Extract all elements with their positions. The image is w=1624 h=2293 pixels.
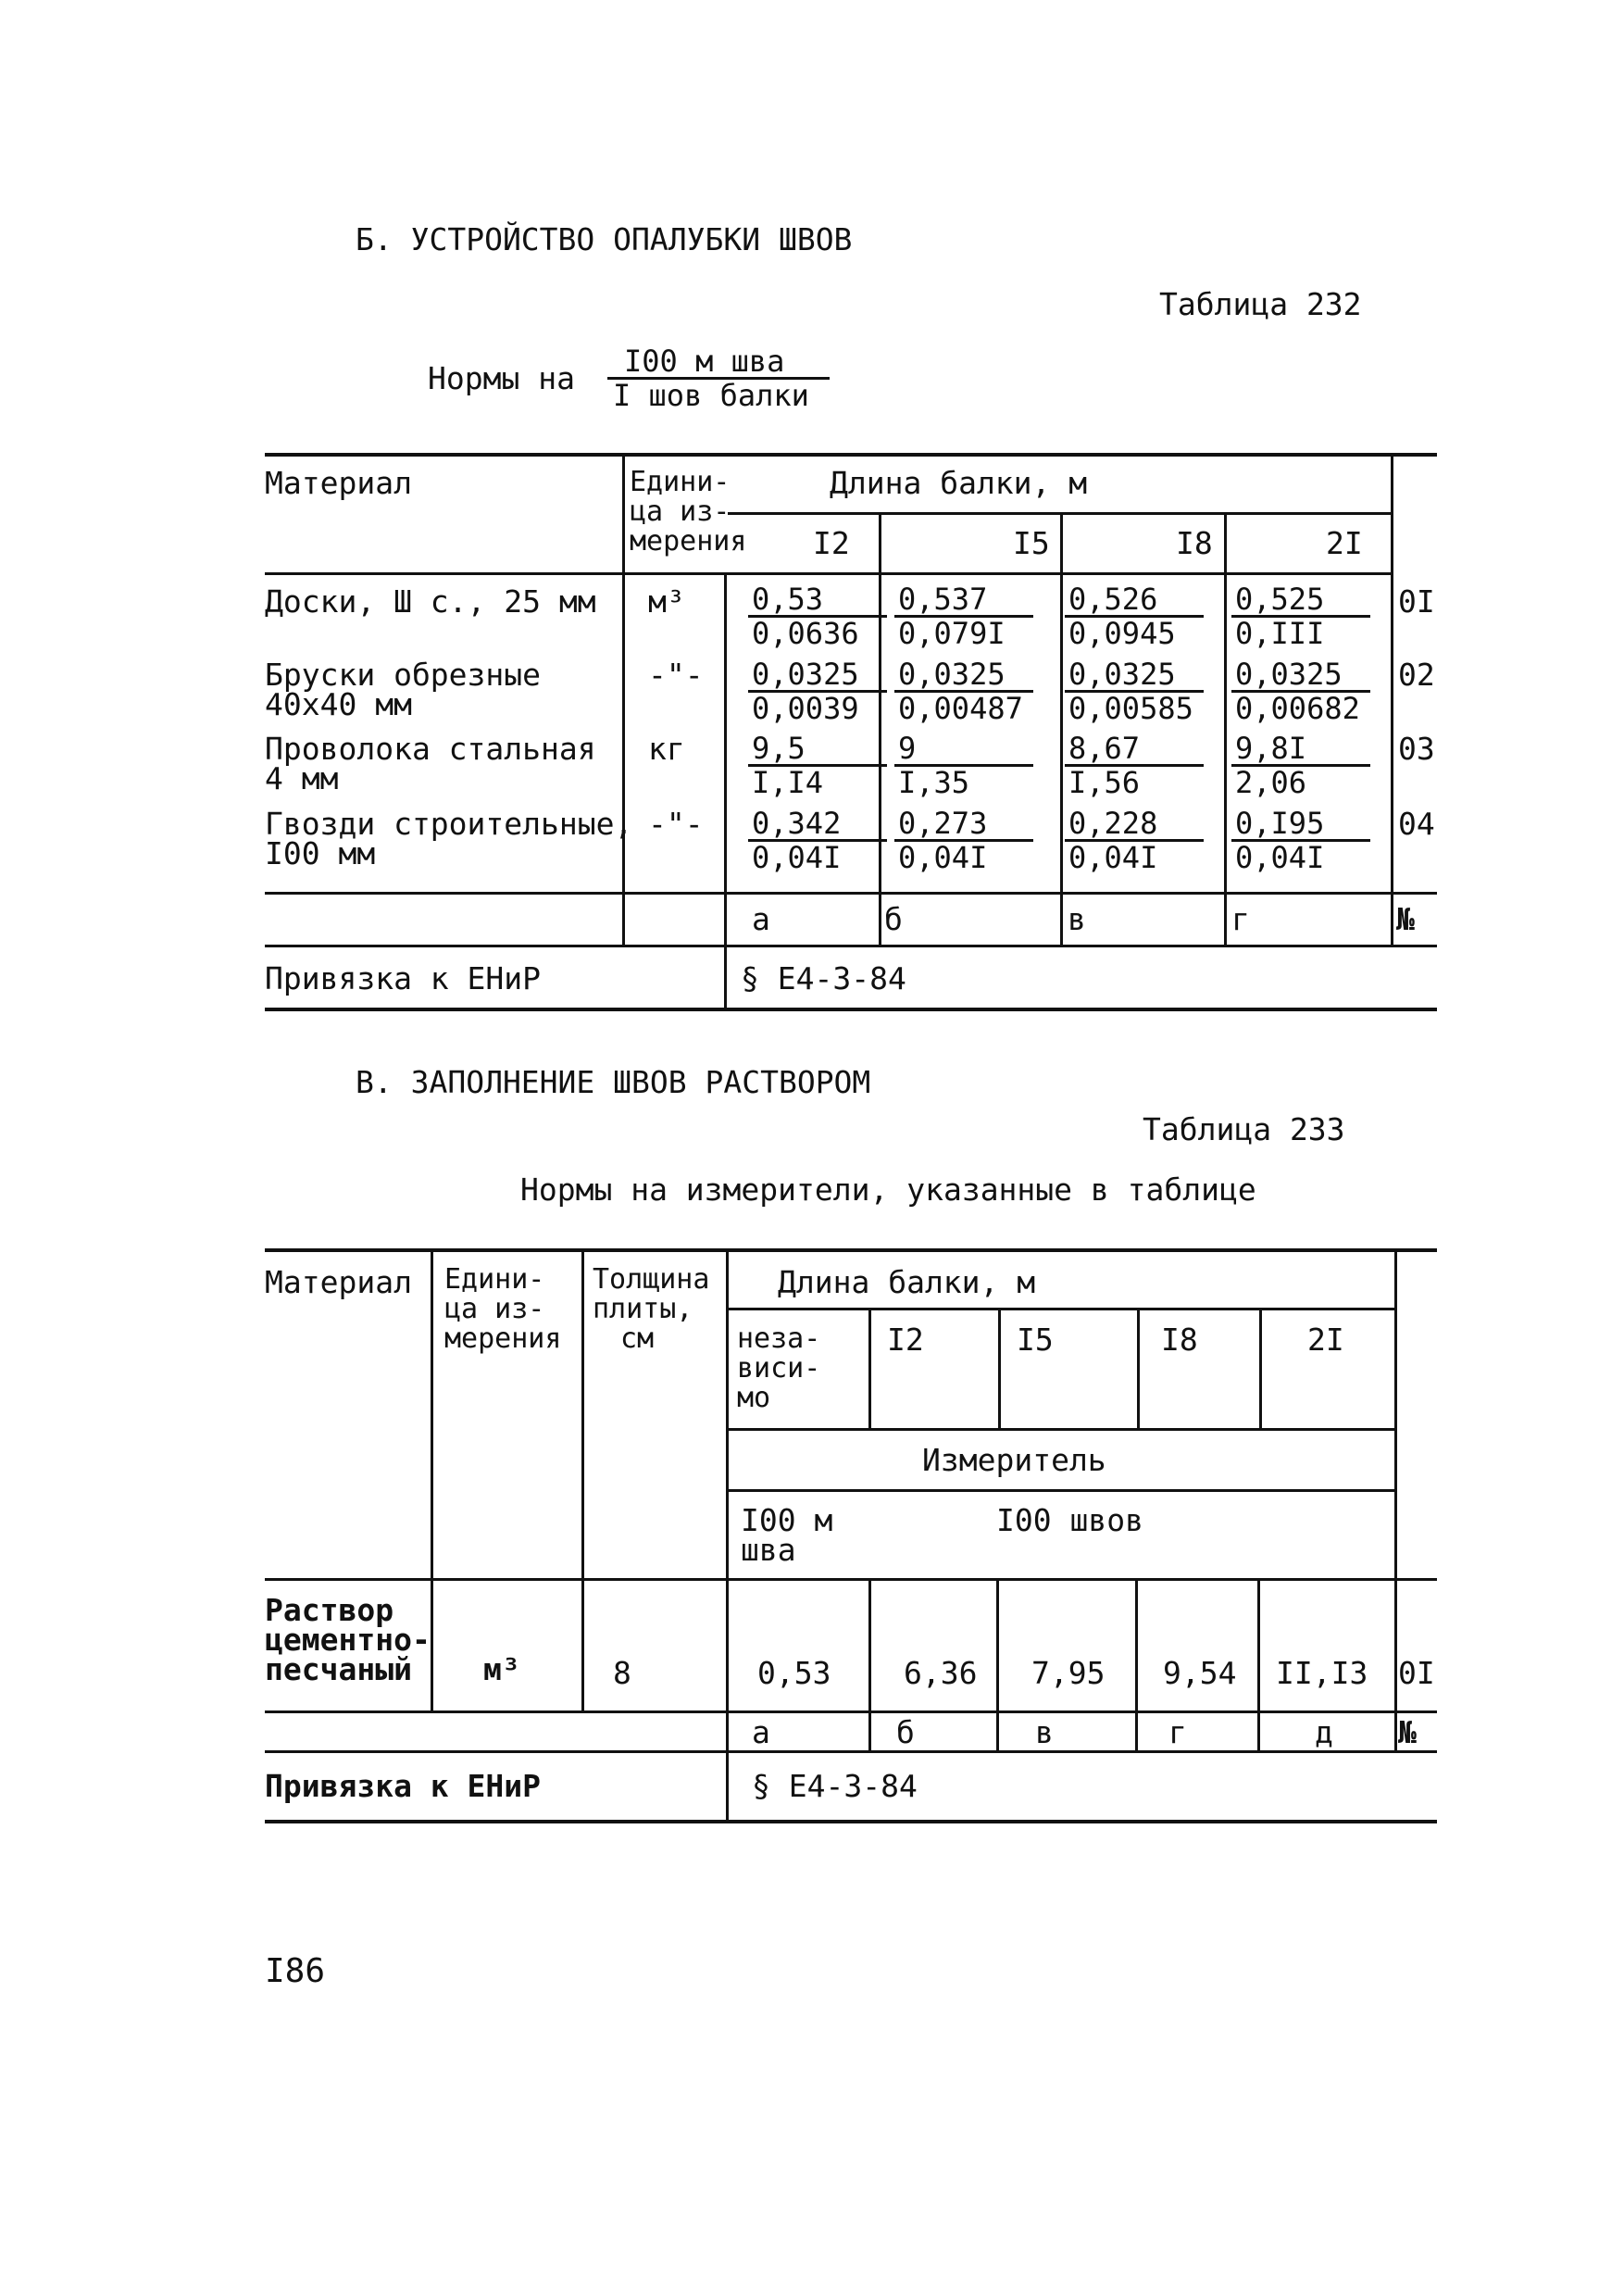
t232-row2-cell-a: $\frac{0,0325}{0,0039}$ (748, 658, 887, 724)
table-232-label: Таблица 232 (1159, 286, 1362, 322)
t232-row3-unit: кг (648, 731, 685, 767)
t232-row4-unit: -"- (648, 806, 704, 842)
t232-row3-cell-b: $\frac{9}{I,35}$ (894, 733, 1033, 798)
t232-letter-a: а (752, 901, 770, 937)
t232-row1-unit: м³ (648, 583, 685, 620)
t232-binding-value: § Е4-3-84 (741, 960, 906, 996)
t232-letter-v: в (1068, 901, 1086, 937)
t233-header-indep-2: виси- (737, 1352, 821, 1385)
norms-numerator: I00 м шва (607, 345, 830, 380)
t232-row2-code: 02 (1398, 657, 1435, 693)
t233-col-21: 2I (1307, 1322, 1344, 1358)
t233-letter-b: б (896, 1714, 915, 1750)
page-number: I86 (265, 1952, 326, 1990)
t232-row4-cell-a: $\frac{0,342}{0,04I}$ (748, 808, 887, 873)
t232-row4-cell-b: $\frac{0,273}{0,04I}$ (894, 808, 1033, 873)
t233-row-name-3: песчаный (265, 1651, 412, 1687)
section-v-heading: В. ЗАПОЛНЕНИЕ ШВОВ РАСТВОРОМ (356, 1064, 871, 1100)
t232-row4-cell-v: $\frac{0,228}{0,04I}$ (1065, 808, 1204, 873)
section-b-heading: Б. УСТРОЙСТВО ОПАЛУБКИ ШВОВ (356, 221, 853, 257)
t232-header-length: Длина балки, м (830, 465, 1088, 501)
table-233-label: Таблица 233 (1143, 1111, 1345, 1147)
t233-letter-g: г (1168, 1714, 1187, 1750)
t233-meter-a-1: I00 м (741, 1502, 833, 1538)
t233-header-unit-3: мерения (444, 1322, 562, 1355)
t232-row2-unit: -"- (648, 657, 704, 693)
t232-row3-cell-a: $\frac{9,5}{I,I4}$ (748, 733, 887, 798)
t233-binding-value: § Е4-3-84 (752, 1768, 918, 1804)
t233-header-thick-2: плиты, (593, 1293, 693, 1325)
t232-header-material: Материал (265, 465, 412, 501)
t232-row2-cell-b: $\frac{0,0325}{0,00487}$ (894, 658, 1033, 724)
norms-denominator: I шов балки (613, 378, 809, 413)
norms-prefix: Нормы на (428, 360, 575, 396)
t233-header-indep-1: неза- (737, 1322, 821, 1355)
t232-header-unit-1: Едини- (630, 466, 731, 498)
t233-row-unit: м³ (483, 1651, 520, 1687)
t232-letter-b: б (884, 901, 903, 937)
t232-row4-code: 04 (1398, 806, 1435, 842)
t232-col-15: I5 (1013, 525, 1050, 561)
t233-meter-a-2: шва (741, 1532, 796, 1568)
t233-header-thick-3: см (620, 1322, 655, 1355)
t232-letter-no: № (1396, 901, 1415, 937)
t232-binding-label: Привязка к ЕНиР (265, 960, 542, 996)
t232-col-12: I2 (813, 525, 850, 561)
t232-col-18: I8 (1176, 525, 1213, 561)
t232-row1-code: 0I (1398, 583, 1435, 620)
t233-row-value-21: II,I3 (1276, 1655, 1368, 1691)
t232-header-unit-2: ца из- (630, 495, 731, 528)
t232-row4-name-2: I00 мм (265, 835, 376, 871)
t232-row1-cell-g: 0,525 0,III (1231, 583, 1370, 649)
t232-row4-cell-g: $\frac{0,I95}{0,04I}$ (1231, 808, 1370, 873)
t233-binding-label: Привязка к ЕНиР (265, 1768, 542, 1804)
t233-header-unit-2: ца из- (444, 1293, 545, 1325)
t233-header-indep-3: мо (737, 1382, 771, 1414)
t233-letter-d: д (1315, 1714, 1333, 1750)
t232-row3-name-1: Проволока стальная (265, 731, 596, 767)
t232-letter-g: г (1231, 901, 1250, 937)
t232-row1-name: Доски, Ш с., 25 мм (265, 583, 596, 620)
t233-row-code: 0I (1398, 1655, 1435, 1691)
t233-meter-b: I00 швов (996, 1502, 1143, 1538)
t232-row2-cell-v: $\frac{0,0325}{0,00585}$ (1065, 658, 1204, 724)
t232-col-21: 2I (1326, 525, 1363, 561)
t233-header-unit-1: Едини- (444, 1263, 545, 1296)
t233-header-material: Материал (265, 1264, 412, 1300)
t232-row3-cell-v: $\frac{8,67}{I,56}$ (1065, 733, 1204, 798)
norms-fraction (607, 345, 830, 411)
t232-row4-name-1: Гвозди строительные, (265, 806, 633, 842)
t233-row-name-1: Раствор (265, 1592, 394, 1628)
t233-row-thickness: 8 (613, 1655, 631, 1691)
t232-row1-cell-b: $\frac{0,537}{0,079I}$ (894, 583, 1033, 649)
t233-col-15: I5 (1017, 1322, 1054, 1358)
t232-row3-cell-g: $\frac{9,8I}{2,06}$ (1231, 733, 1370, 798)
t232-row1-cell-v: $\frac{0,526}{0,0945}$ (1065, 583, 1204, 649)
t233-row-name-2: цементно- (265, 1622, 431, 1658)
norms-text: Нормы на измерители, указанные в таблице (520, 1172, 1256, 1208)
t233-col-12: I2 (887, 1322, 924, 1358)
t233-header-meter: Измеритель (922, 1442, 1106, 1478)
t233-col-18: I8 (1161, 1322, 1198, 1358)
t232-row3-name-2: 4 мм (265, 760, 339, 796)
t232-row2-cell-g: $\frac{0,0325}{0,00682}$ (1231, 658, 1370, 724)
t233-header-length: Длина балки, м (778, 1264, 1036, 1300)
t233-letter-v: в (1035, 1714, 1054, 1750)
t233-letter-no: № (1398, 1714, 1417, 1750)
t233-header-thick-1: Толщина (593, 1263, 710, 1296)
t233-letter-a: а (752, 1714, 770, 1750)
t232-row2-name-1: Бруски обрезные (265, 657, 542, 693)
t232-row1-cell-a: $\frac{0,53}{0,0636}$ (748, 583, 887, 649)
t233-row-value-indep: 0,53 (757, 1655, 831, 1691)
t233-row-value-12: 6,36 (904, 1655, 978, 1691)
t233-row-value-15: 7,95 (1031, 1655, 1106, 1691)
t232-row3-code: 03 (1398, 731, 1435, 767)
t232-row2-name-2: 40х40 мм (265, 686, 412, 722)
t233-row-value-18: 9,54 (1163, 1655, 1237, 1691)
t232-header-unit-3: мерения (630, 525, 747, 558)
